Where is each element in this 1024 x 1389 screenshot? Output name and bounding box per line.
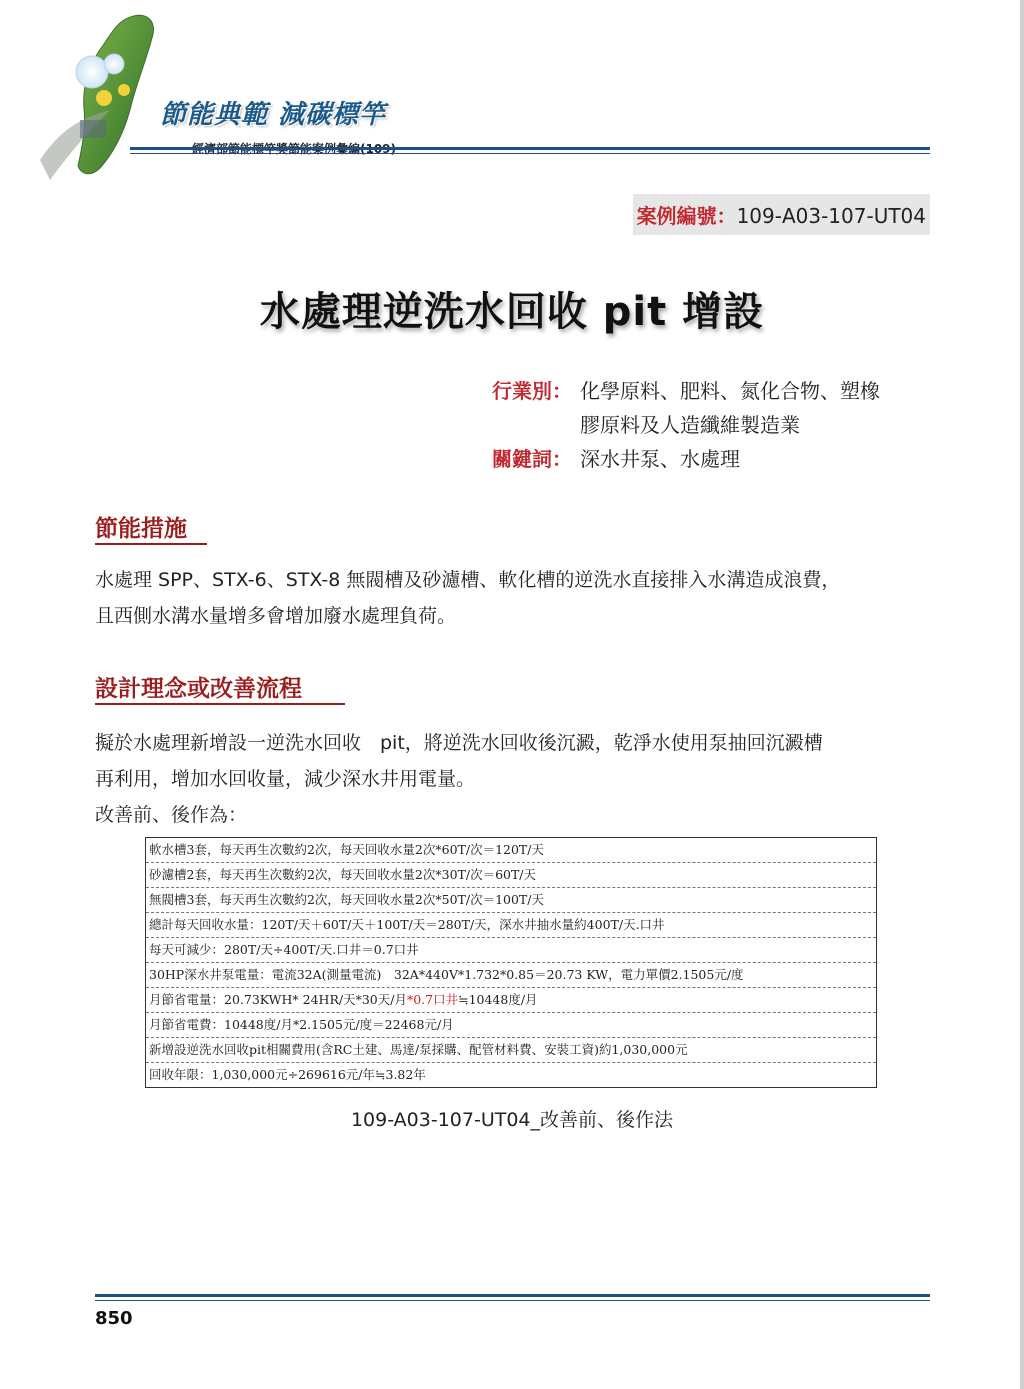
footer-rule — [95, 1294, 930, 1297]
table-row — [146, 988, 876, 1013]
document-title: 水處理逆洗水回收 pit 增設 — [259, 289, 765, 335]
industry-row — [492, 374, 880, 408]
page-number: 850 — [95, 1308, 133, 1329]
table-row: 月節省電費：10448度/月*2.1505元/度＝22468元/月 — [146, 1013, 876, 1038]
section-heading-design: 設計理念或改善流程 — [95, 676, 302, 702]
row7-text-b: ≒10448度/月 — [458, 992, 538, 1007]
table-row: 無閥槽3套，每天再生次數約2次，每天回收水量2次*50T/次＝100T/天 — [146, 888, 876, 913]
section1-line2: 且西側水溝水量增多會增加廢水處理負荷。 — [95, 605, 457, 627]
section2-line1: 擬於水處理新增設一逆洗水回收 pit，將逆洗水回收後沉澱，乾淨水使用泵抽回沉澱槽 — [95, 732, 823, 754]
row7-highlight: *0.7口井 — [406, 992, 459, 1007]
industry-value-line1: 化學原料、肥料、氮化合物、塑橡 — [580, 379, 880, 403]
section-underline — [95, 703, 345, 705]
case-number-value: 109-A03-107-UT04 — [736, 204, 926, 228]
table-row: 每天可減少：280T/天÷400T/天.口井＝0.7口井 — [146, 938, 876, 963]
meta-block — [492, 374, 880, 476]
table-row: 30HP深水井泵電量：電流32A(測量電流) 32A*440V*1.732*0.85＝20.73 KW，電力單價2.1505元/度 — [146, 963, 876, 988]
section2-line2: 再利用，增加水回收量，減少深水井用電量。 — [95, 768, 476, 790]
section2-line3: 改善前、後作為： — [95, 804, 248, 826]
row7-text-a: 月節省電量：20.73KWH* 24HR/天*30天/月 — [149, 992, 407, 1007]
footer-rule-thin — [95, 1300, 930, 1301]
industry-row-2 — [492, 408, 880, 442]
logo — [20, 10, 400, 180]
section1-line1: 水處理 SPP、STX-6、STX-8 無閥槽及砂濾槽、軟化槽的逆洗水直接排入水溝造成浪費， — [95, 569, 841, 591]
industry-label: 行業別： — [492, 379, 572, 403]
logo-title: 節能典範 減碳標竿 — [160, 100, 387, 130]
industry-value-line2: 膠原料及人造纖維製造業 — [580, 413, 800, 437]
section2-paragraph — [95, 725, 945, 833]
table-row: 新增設逆洗水回收pit相關費用(含RC土建、馬達/泵採購、配管材料費、安裝工資)約1,030,000元 — [146, 1038, 876, 1063]
case-number-box — [633, 194, 930, 235]
section-underline — [95, 543, 207, 545]
case-number-label: 案例編號： — [636, 204, 737, 228]
table-row: 回收年限：1,030,000元÷269616元/年≒3.82年 — [149, 1067, 426, 1082]
table-caption: 109-A03-107-UT04_改善前、後作法 — [350, 1109, 674, 1131]
table-row: 總計每天回收水量：120T/天＋60T/天＋100T/天＝280T/天，深水井抽水量約400T/天.口井 — [146, 913, 876, 938]
section1-paragraph — [95, 562, 945, 634]
spacer — [492, 408, 580, 442]
header-rule — [130, 147, 930, 150]
table-row: 砂濾槽2套，每天再生次數約2次，每天回收水量2次*30T/次＝60T/天 — [146, 863, 876, 888]
keywords-label: 關鍵詞： — [492, 447, 572, 471]
keywords-value: 深水井泵、水處理 — [580, 447, 740, 471]
page-edge — [1020, 0, 1024, 1389]
keywords-row — [492, 442, 880, 476]
improvement-table — [145, 837, 877, 1088]
header-rule-thin — [130, 153, 930, 154]
table-row: 軟水槽3套，每天再生次數約2次，每天回收水量2次*60T/次＝120T/天 — [146, 838, 876, 863]
section-heading-measures: 節能措施 — [95, 516, 187, 542]
